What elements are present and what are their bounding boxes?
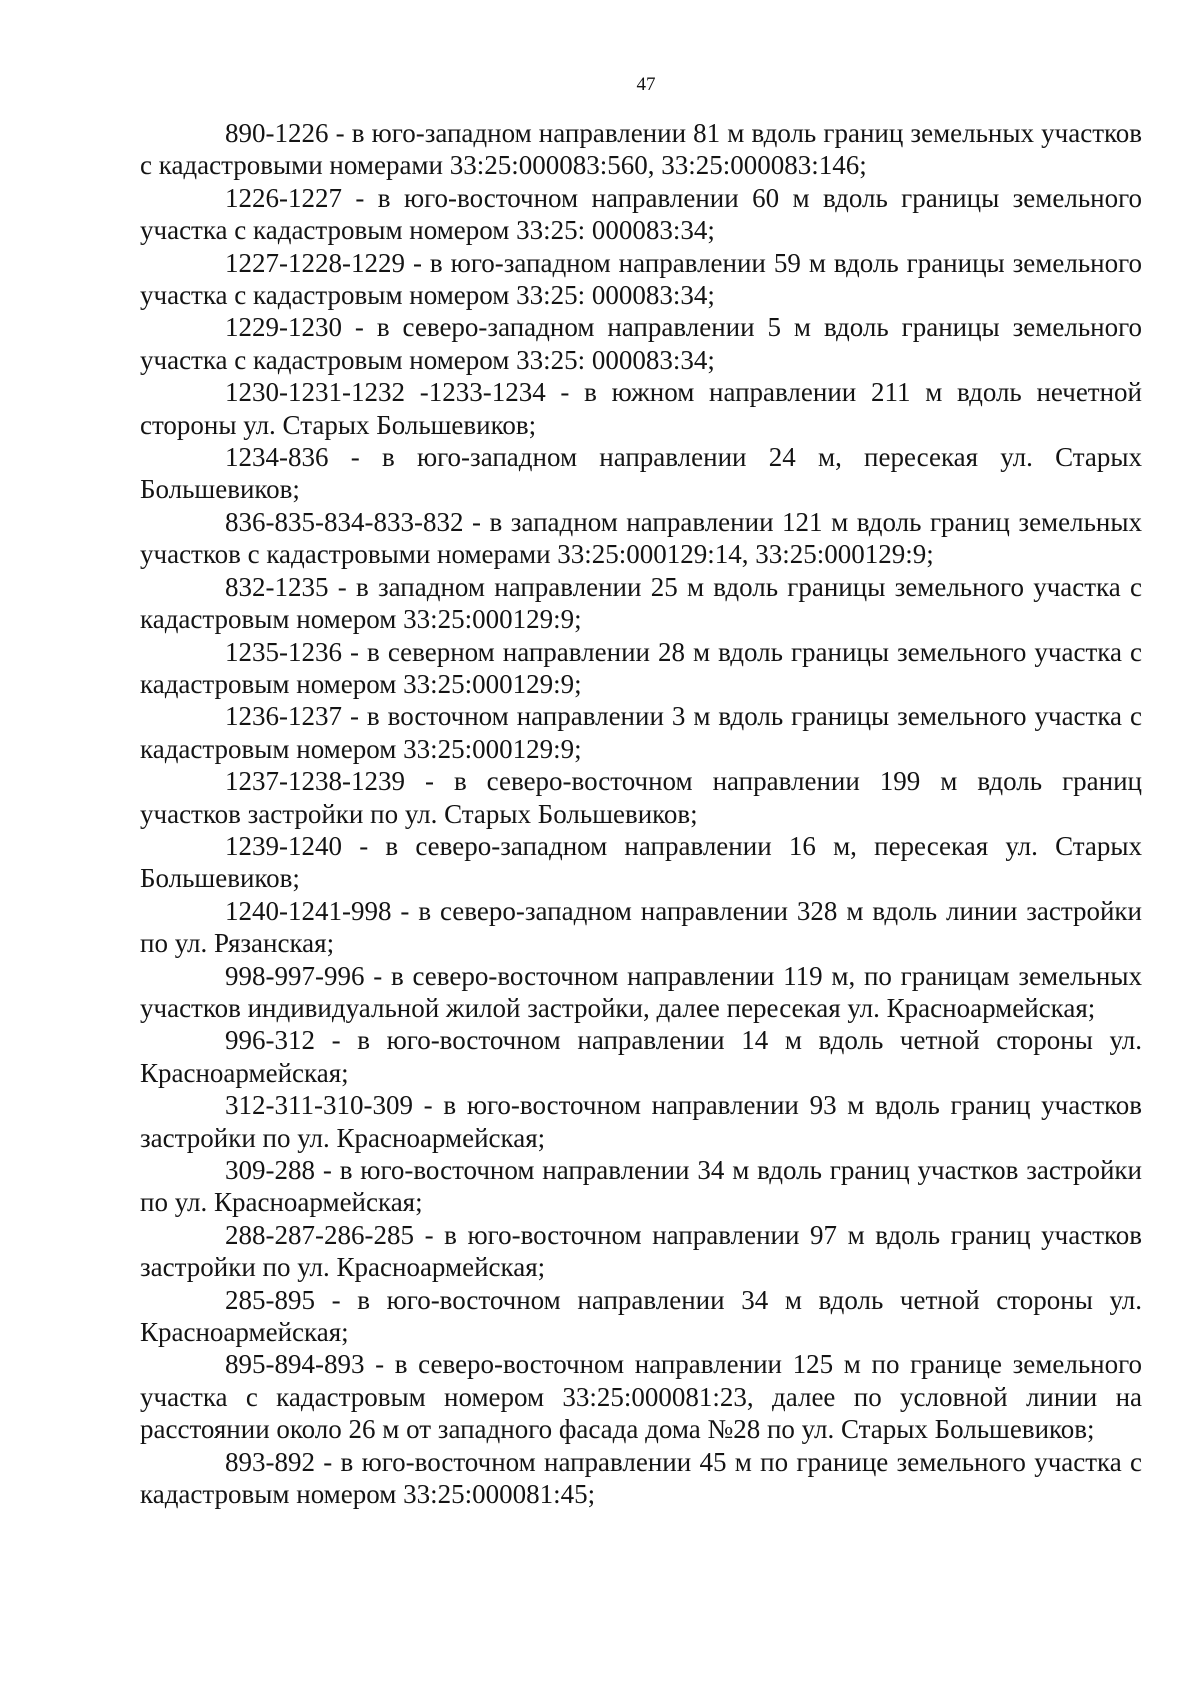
- boundary-segment-entry: 285-895 - в юго-восточном направлении 34 м вдоль четной стороны ул. Красноармейская;: [140, 1284, 1142, 1348]
- boundary-segment-entry: 998-997-996 - в северо-восточном направлении 119 м, по границам земельных участков индивидуальной жилой застройки, далее пересекая ул. Красноармейская;: [140, 960, 1142, 1023]
- boundary-segment-entry: 1226-1227 - в юго-восточном направлении 60 м вдоль границы земельного участка с кадастровым номером 33:25: 000083:34;: [140, 182, 1142, 246]
- boundary-segment-entry: 890-1226 - в юго-западном направлении 81 м вдоль границ земельных участков с кадастровыми номерами 33:25:000083:560, 33:25:000083:146;: [140, 118, 1142, 181]
- boundary-segment-entry: 288-287-286-285 - в юго-восточном направлении 97 м вдоль границ участков застройки по ул. Красноармейская;: [140, 1219, 1142, 1283]
- boundary-segment-entry: 895-894-893 - в северо-восточном направлении 125 м по границе земельного участка с кадастровым номером 33:25:000081:23, далее по условной линии на расстоянии около 26 м от западного фасада дома №28 по ул. Старых Большевиков;: [140, 1349, 1142, 1445]
- boundary-segment-entry: 309-288 - в юго-восточном направлении 34 м вдоль границ участков застройки по ул. Красноармейская;: [140, 1155, 1142, 1218]
- boundary-segment-entry: 1227-1228-1229 - в юго-западном направлении 59 м вдоль границы земельного участка с кадастровым номером 33:25: 000083:34;: [140, 247, 1142, 311]
- boundary-segment-entry: 1236-1237 - в восточном направлении 3 м вдоль границы земельного участка с кадастровым номером 33:25:000129:9;: [140, 701, 1142, 764]
- page-number: 47: [636, 74, 656, 95]
- boundary-segment-entry: 1240-1241-998 - в северо-западном направлении 328 м вдоль линии застройки по ул. Рязанская;: [140, 895, 1142, 959]
- boundary-segment-entry: 996-312 - в юго-восточном направлении 14 м вдоль четной стороны ул. Красноармейская;: [140, 1025, 1142, 1088]
- boundary-segment-entry: 312-311-310-309 - в юго-восточном направлении 93 м вдоль границ участков застройки по ул. Красноармейская;: [140, 1090, 1142, 1153]
- boundary-segment-entry: 1237-1238-1239 - в северо-восточном направлении 199 м вдоль границ участков застройки по ул. Старых Большевиков;: [140, 766, 1142, 829]
- boundary-segment-entry: 1235-1236 - в северном направлении 28 м вдоль границы земельного участка с кадастровым номером 33:25:000129:9;: [140, 636, 1142, 699]
- boundary-segment-entry: 832-1235 - в западном направлении 25 м вдоль границы земельного участка с кадастровым номером 33:25:000129:9;: [140, 571, 1142, 635]
- boundary-segment-entry: 836-835-834-833-832 - в западном направлении 121 м вдоль границ земельных участков с кадастровыми номерами 33:25:000129:14, 33:25:000129:9;: [140, 506, 1142, 570]
- boundary-segment-entry: 893-892 - в юго-восточном направлении 45 м по границе земельного участка с кадастровым номером 33:25:000081:45;: [140, 1446, 1142, 1510]
- boundary-segment-entry: 1239-1240 - в северо-западном направлении 16 м, пересекая ул. Старых Большевиков;: [140, 830, 1142, 894]
- boundary-description: [140, 117, 1142, 1510]
- boundary-segment-entry: 1234-836 - в юго-западном направлении 24 м, пересекая ул. Старых Большевиков;: [140, 442, 1142, 505]
- boundary-segment-entry: 1229-1230 - в северо-западном направлении 5 м вдоль границы земельного участка с кадастровым номером 33:25: 000083:34;: [140, 312, 1142, 375]
- boundary-segment-entry: 1230-1231-1232 -1233-1234 - в южном направлении 211 м вдоль нечетной стороны ул. Старых Большевиков;: [140, 377, 1142, 440]
